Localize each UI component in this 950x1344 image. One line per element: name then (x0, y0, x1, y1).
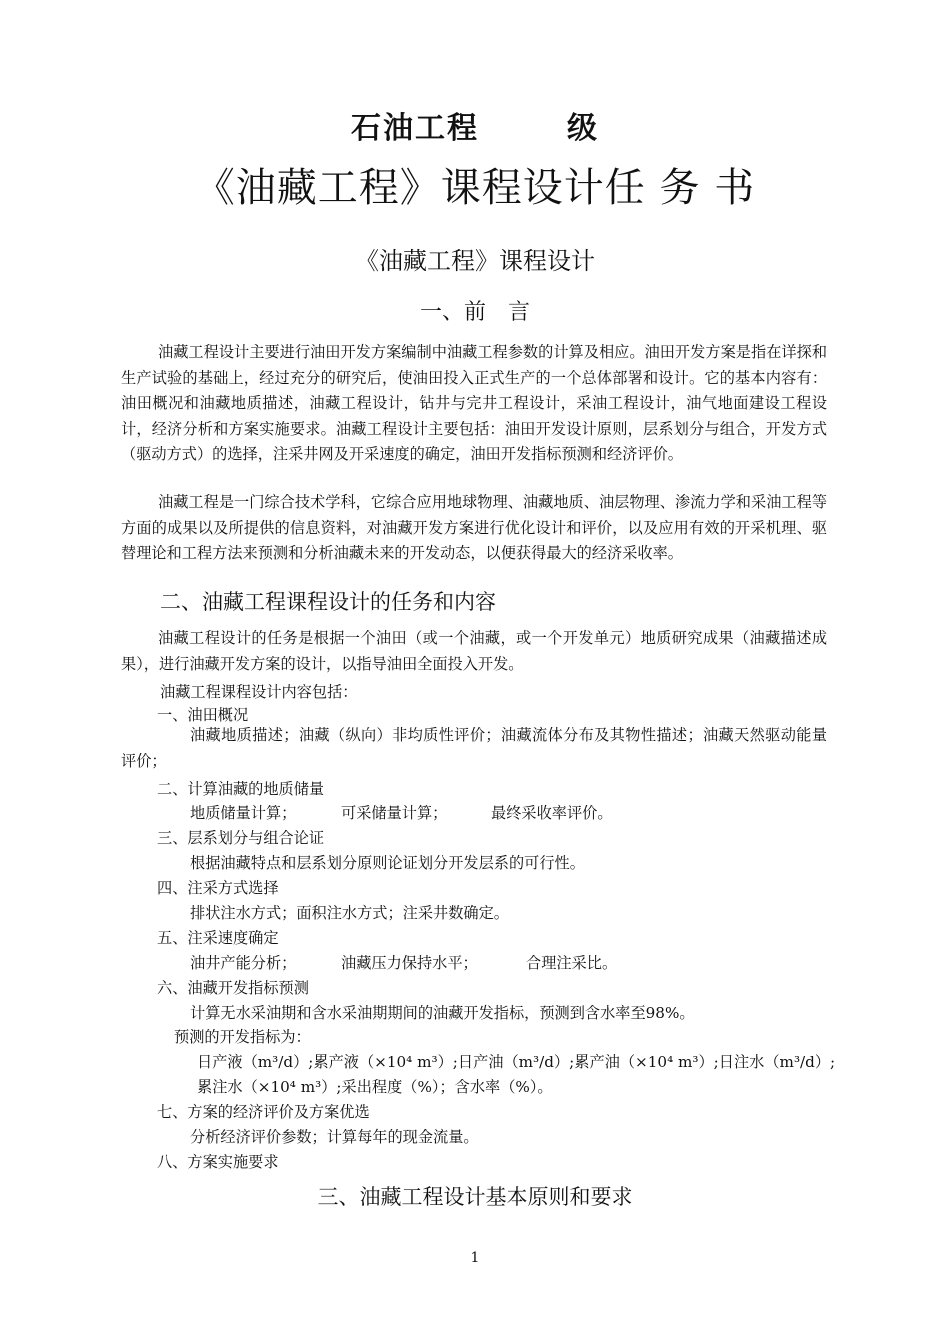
section1-heading: 一、前 言 (419, 300, 530, 325)
section3-heading: 三、油藏工程设计基本原则和要求 (317, 1185, 633, 1209)
item1-body: 油藏地质描述；油藏（纵向）非均质性评价；油藏流体分布及其物性描述；油藏天然驱动能量评价； (121, 726, 827, 770)
item2-ultimate-recovery: 最终采收率评价。 (491, 804, 613, 822)
item7-body: 分析经济评价参数；计算每年的现金流量。 (190, 1128, 479, 1146)
program-grade-line (0, 103, 950, 147)
item4-title: 四、注采方式选择 (157, 879, 279, 897)
item6-indicator-list-1 (197, 1051, 836, 1072)
item7-title: 七、方案的经济评价及方案优选 (157, 1103, 370, 1121)
item2-geologic-reserves: 地质储量计算； (190, 804, 297, 822)
item6-indicator-list-1-text: 日产液（m³/d）;累产液（×10⁴ m³）;日产油（m³/d）;累产油（×10⁴ m³）;日注水（m³/d）; (197, 1053, 836, 1071)
document-subtitle: 《油藏工程》课程设计 (355, 247, 595, 275)
section2-paragraph-1: 油藏工程设计的任务是根据一个油田（或一个油藏，或一个开发单元）地质研究成果（油藏描述成果），进行油藏开发方案的设计，以指导油田全面投入开发。 (121, 629, 827, 673)
page-number: 1 (470, 1250, 480, 1266)
content-intro: 油藏工程课程设计内容包括： (160, 683, 358, 701)
grade-label: 级 (567, 111, 599, 146)
section1-paragraph-2: 油藏工程是一门综合技术学科，它综合应用地球物理、油藏地质、油层物理、渗流力学和采油工程等方面的成果以及所提供的信息资料，对油藏开发方案进行优化设计和评价，以及应用有效的开采机理、驱替理论和工程方法来预测和分析油藏未来的开发动态，以便获得最大的经济采收率。 (121, 493, 827, 562)
item5-well-productivity: 油井产能分析； (190, 954, 297, 972)
item5-pressure-maintenance: 油藏压力保持水平； (341, 954, 478, 972)
program-name: 石油工程 (351, 111, 479, 146)
item6-body: 计算无水采油期和含水采油期期间的油藏开发指标，预测到含水率至98%。 (190, 1004, 695, 1022)
item6-title: 六、油藏开发指标预测 (157, 979, 309, 997)
item5-title: 五、注采速度确定 (157, 929, 279, 947)
section2-heading: 二、油藏工程课程设计的任务和内容 (160, 590, 496, 614)
section1-paragraph-1: 油藏工程设计主要进行油田开发方案编制中油藏工程参数的计算及相应。油田开发方案是指在详探和生产试验的基础上，经过充分的研究后，使油田投入正式生产的一个总体部署和设计。它的基本内容有：油田概况和油藏地质描述，油藏工程设计，钻井与完井工程设计，采油工程设计，油气地面建设工程设计，经济分析和方案实施要求。油藏工程设计主要包括：油田开发设计原则，层系划分与组合，开发方式（驱动方式）的选择，注采井网及开采速度的确定，油田开发指标预测和经济评价。 (121, 343, 827, 463)
item1-title: 一、油田概况 (157, 706, 249, 724)
item3-title: 三、层系划分与组合论证 (157, 829, 325, 847)
document-title: 《油藏工程》课程设计任 务 书 (194, 165, 756, 211)
item6-indicator-list-2: 累注水（×10⁴ m³）;采出程度（%）；含水率（%）。 (197, 1078, 553, 1096)
item4-body: 排状注水方式；面积注水方式；注采井数确定。 (190, 904, 509, 922)
item2-title: 二、计算油藏的地质储量 (157, 780, 325, 798)
item5-injection-ratio: 合理注采比。 (526, 954, 618, 972)
item3-body: 根据油藏特点和层系划分原则论证划分开发层系的可行性。 (190, 854, 585, 872)
item6-subtitle: 预测的开发指标为： (174, 1028, 311, 1046)
item8-title: 八、方案实施要求 (157, 1153, 279, 1171)
item2-recoverable-reserves: 可采储量计算； (341, 804, 448, 822)
